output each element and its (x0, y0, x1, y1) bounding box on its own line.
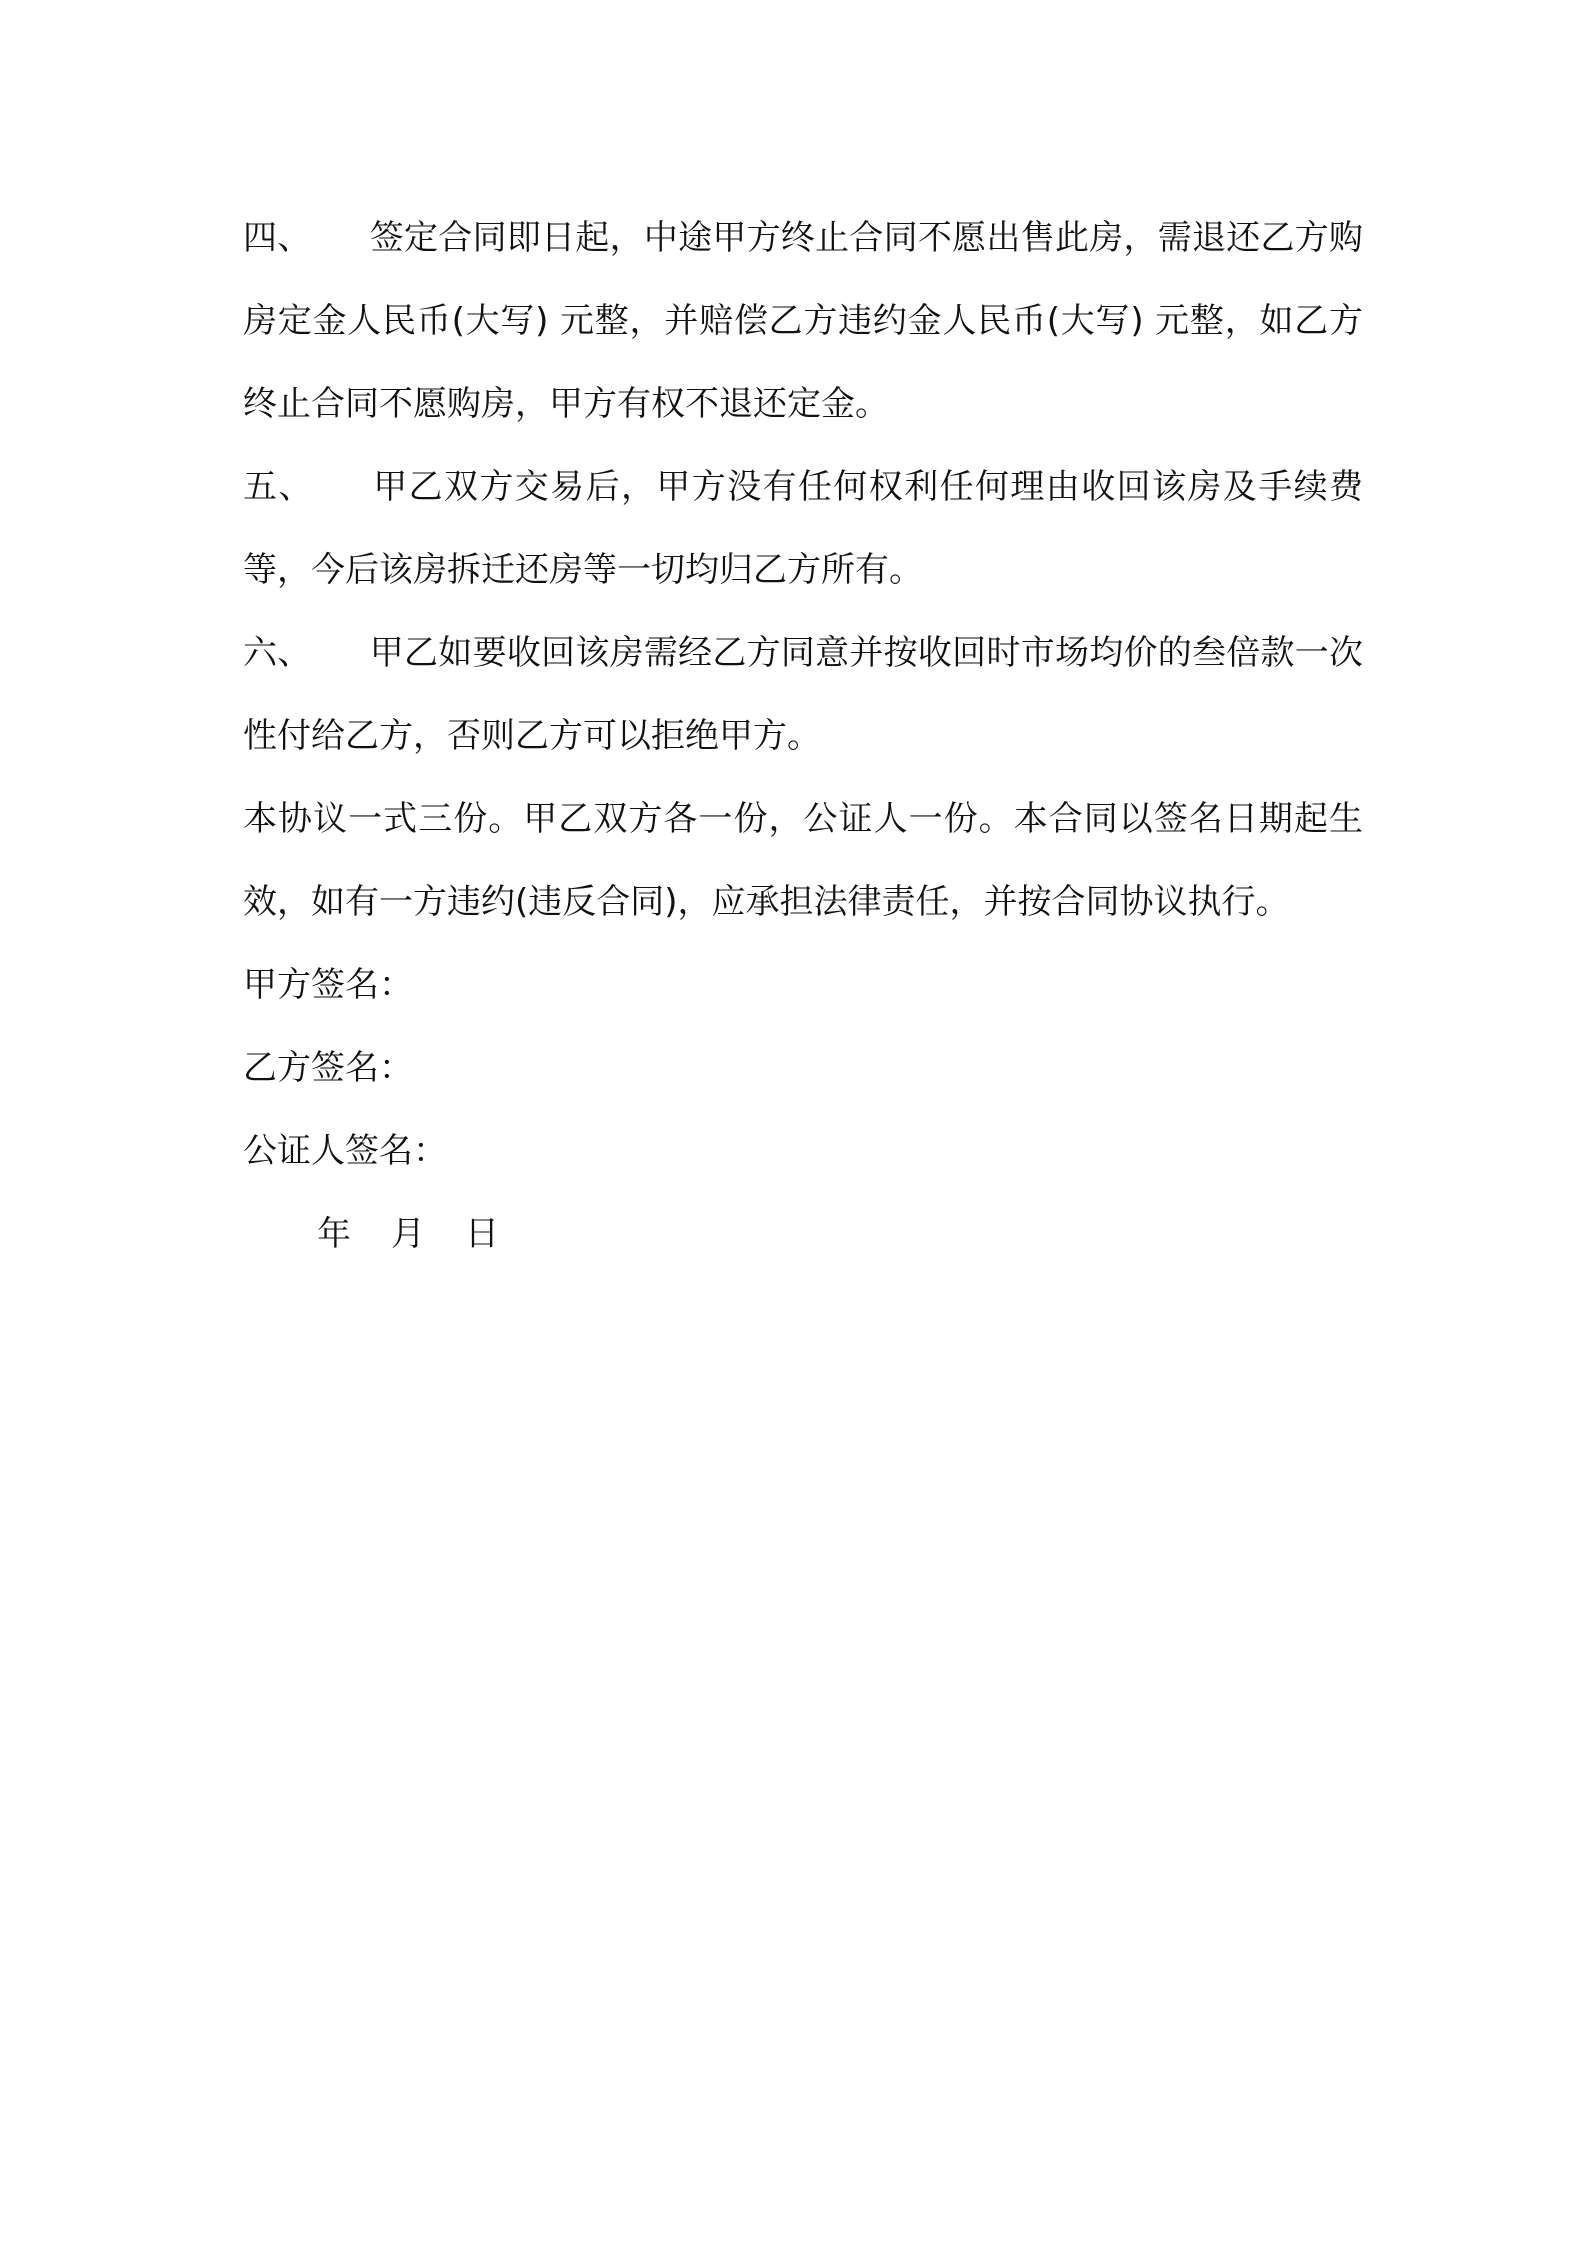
clause-text: 甲乙如要收回该房需经乙方同意并按收回时市场均价的叁倍款一次性付给乙方，否则乙方可以拒绝甲方。 (243, 633, 1364, 756)
closing-paragraph: 本协议一式三份。甲乙双方各一份，公证人一份。本合同以签名日期起生效，如有一方违约(违反合同)，应承担法律责任，并按合同协议执行。 (243, 799, 1363, 922)
clause-4 (243, 197, 1363, 446)
clause-number: 五、 (243, 467, 314, 507)
clause-6 (243, 612, 1363, 778)
clause-text: 签定合同即日起，中途甲方终止合同不愿出售此房，需退还乙方购房定金人民币(大写) 元整，并赔偿乙方违约金人民币(大写) 元整，如乙方终止合同不愿购房，甲方有权不退还定金。 (243, 218, 1364, 424)
date-year: 年 (317, 1214, 351, 1254)
party-b-signature-label: 乙方签名： (243, 1048, 413, 1088)
clause-text: 甲乙双方交易后，甲方没有任何权利任何理由收回该房及手续费等，今后该房拆迁还房等一切均归乙方所有。 (243, 467, 1364, 590)
clause-number: 四、 (243, 218, 312, 258)
contract-body (243, 197, 1363, 1276)
notary-signature-label: 公证人签名： (243, 1131, 447, 1171)
date-month: 月 (391, 1214, 425, 1254)
party-a-signature-label: 甲方签名： (243, 965, 413, 1005)
clause-5 (243, 446, 1363, 612)
date-line (243, 1193, 1363, 1276)
date-day: 日 (465, 1214, 499, 1254)
clause-number: 六、 (243, 633, 312, 673)
